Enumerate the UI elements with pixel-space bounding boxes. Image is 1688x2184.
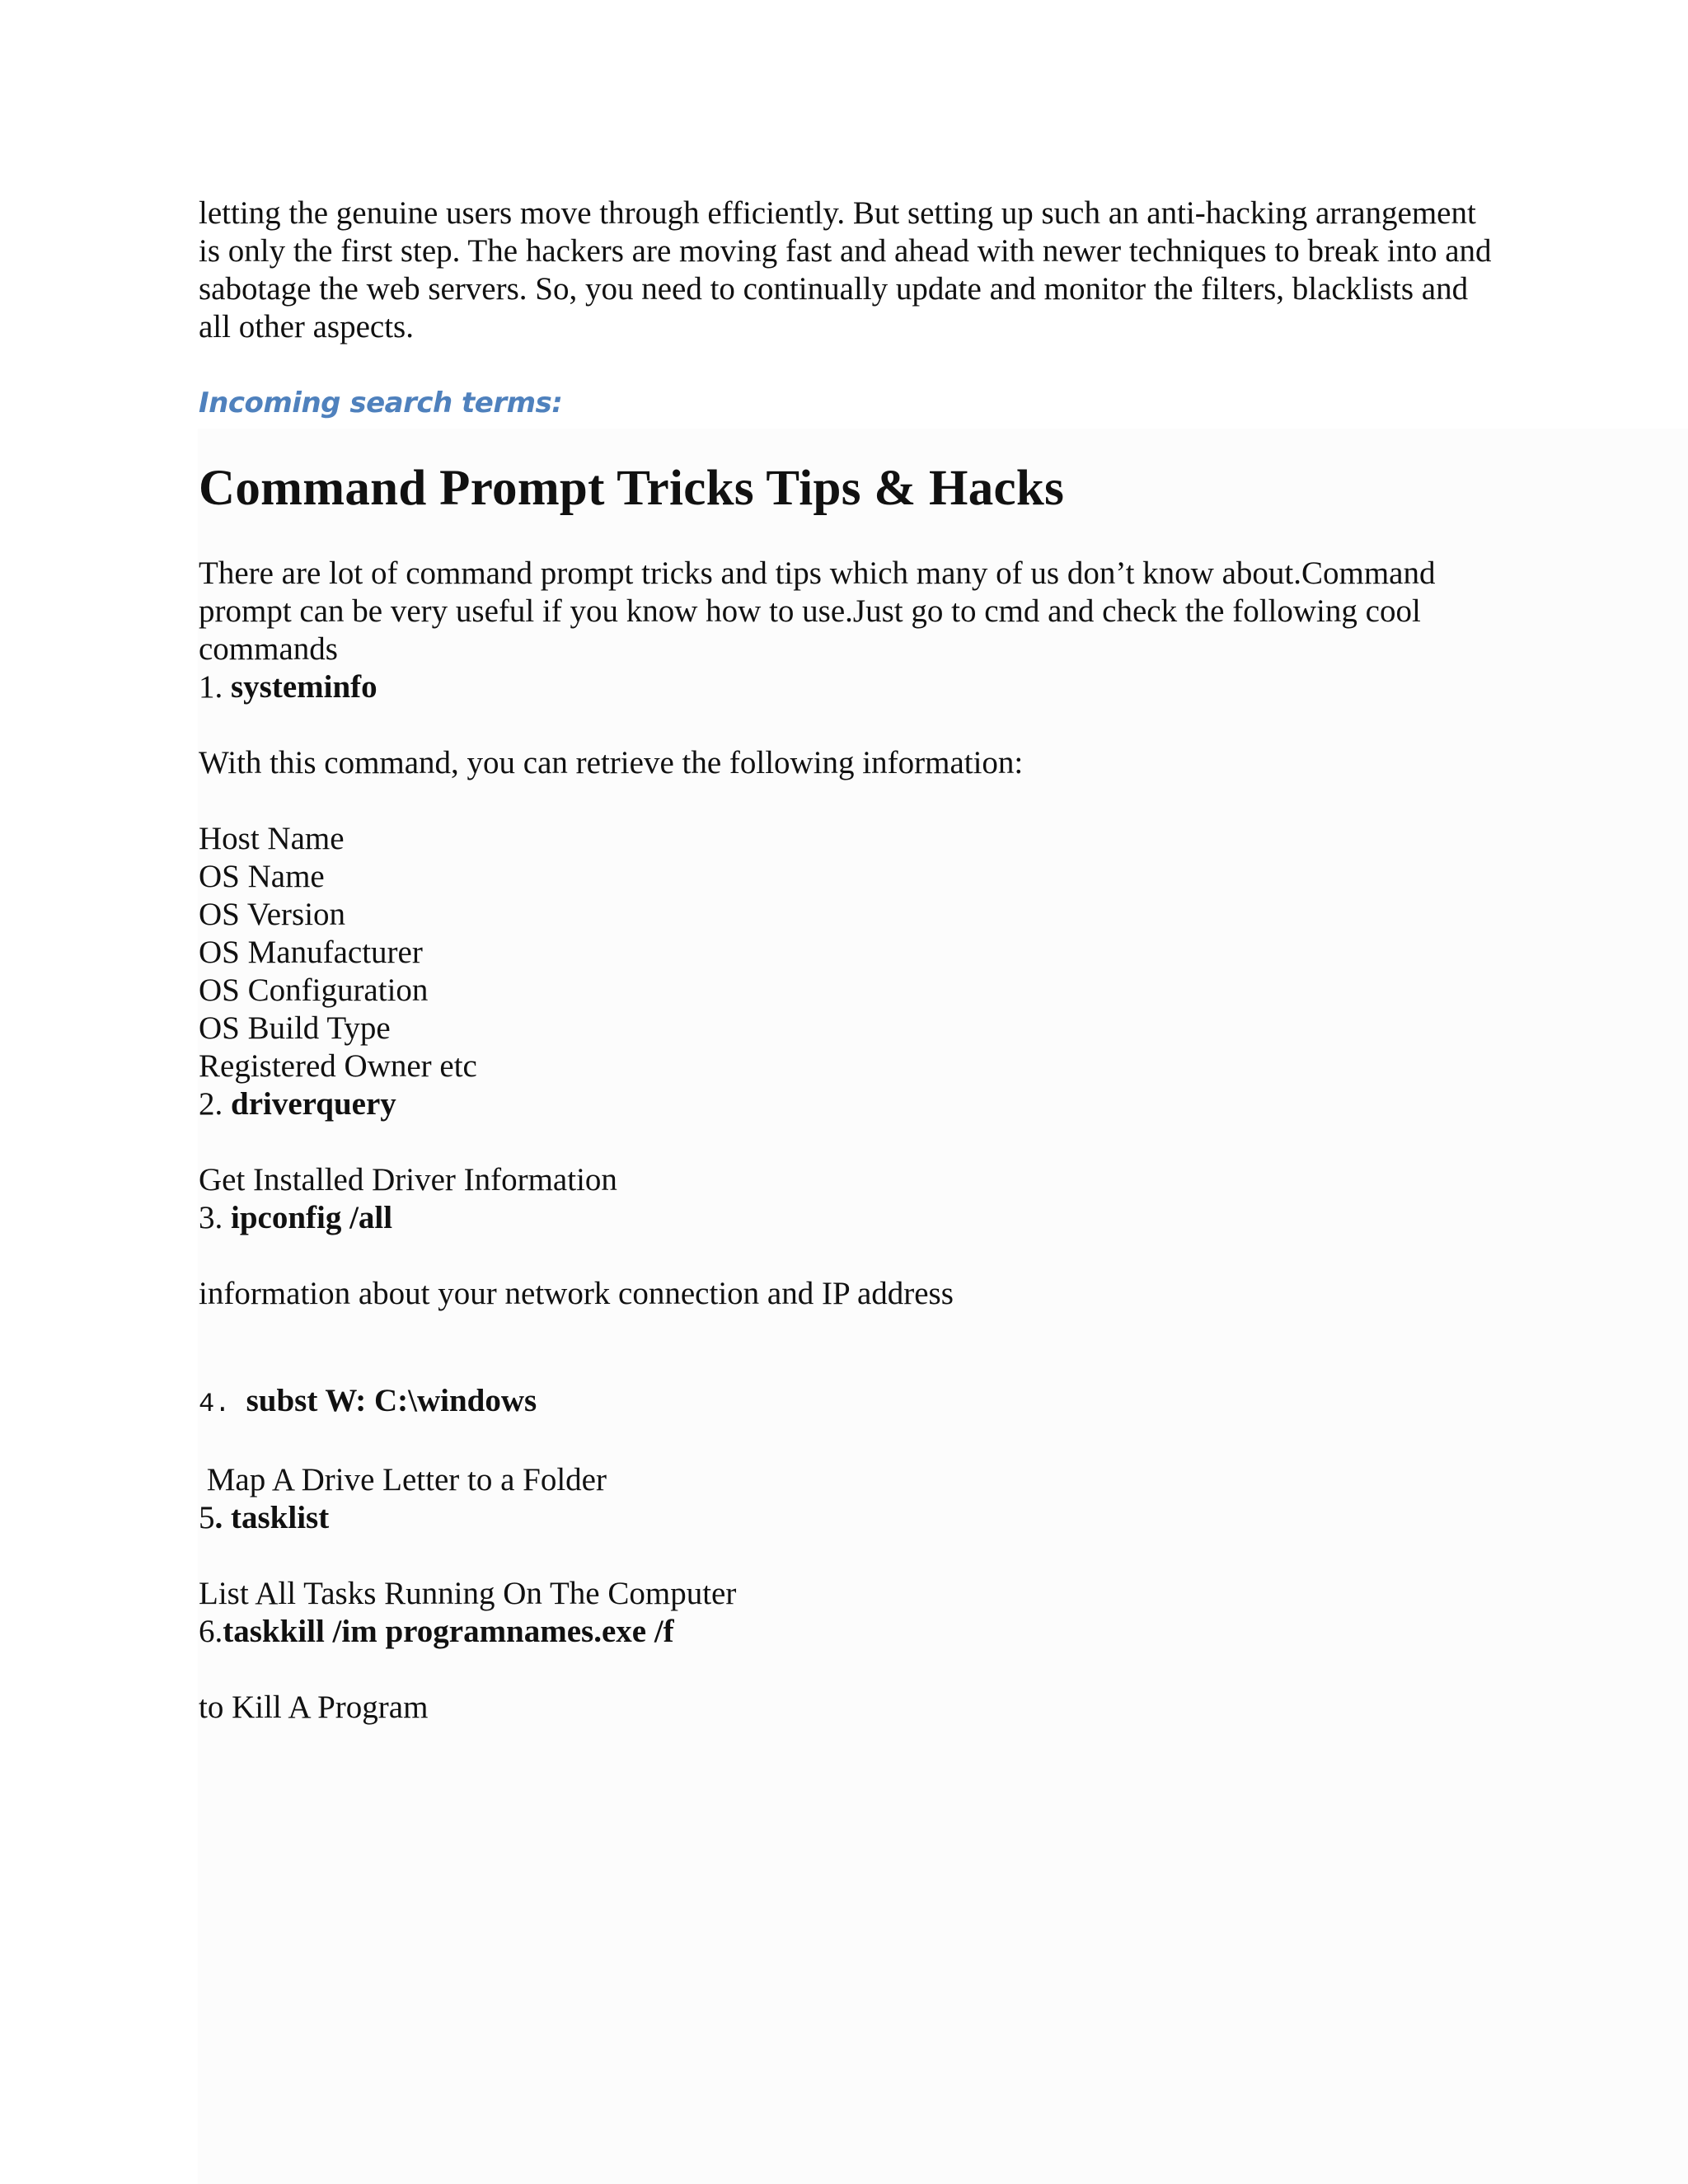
command-description-4: Map A Drive Letter to a Folder <box>199 1462 607 1497</box>
command-description-2: Get Installed Driver Information <box>199 1162 617 1197</box>
list-item: OS Configuration <box>199 972 429 1008</box>
system-info-list <box>199 820 1501 1085</box>
command-number: 3. <box>199 1200 231 1235</box>
command-description-6: to Kill A Program <box>199 1690 429 1725</box>
list-item: OS Version <box>199 897 346 932</box>
command-description-1: With this command, you can retrieve the following information: <box>199 745 1024 780</box>
page-content <box>199 194 1501 1727</box>
command-number: 6. <box>199 1614 223 1649</box>
command-item-4 <box>199 1382 1501 1423</box>
list-item: OS Manufacturer <box>199 935 423 970</box>
command-number: 4. <box>199 1389 246 1419</box>
search-terms-label: Incoming search terms: <box>199 387 563 419</box>
article-title: Command Prompt Tricks Tips & Hacks <box>199 461 1065 516</box>
list-item: OS Build Type <box>199 1010 391 1046</box>
command-item-1 <box>199 668 1501 706</box>
list-item: Registered Owner etc <box>199 1048 477 1084</box>
intro-paragraph: letting the genuine users move through efficiently. But setting up such an anti-hacking arrangement is only the first step. The hackers are moving fast and ahead with newer techniques to break into and sabotage the web servers. So, you need to continually update and monitor the filters, blacklists and all other aspects. <box>199 195 1492 344</box>
command-name: driverquery <box>231 1086 396 1122</box>
command-name: taskkill /im programnames.exe /f <box>223 1614 674 1649</box>
article-intro: There are lot of command prompt tricks and tips which many of us don’t know about.Command prompt can be very useful if you know how to use.Just go to cmd and check the following cool commands <box>199 555 1436 667</box>
command-description-5: List All Tasks Running On The Computer <box>199 1576 737 1611</box>
command-item-3 <box>199 1199 1501 1237</box>
command-item-6 <box>199 1613 1501 1651</box>
command-name: ipconfig /all <box>231 1200 393 1235</box>
command-number: 2. <box>199 1086 231 1122</box>
list-item: OS Name <box>199 859 325 894</box>
command-item-2 <box>199 1085 1501 1123</box>
command-item-5 <box>199 1499 1501 1537</box>
command-name: systeminfo <box>231 669 377 705</box>
command-number: 5 <box>199 1500 215 1535</box>
command-name: . tasklist <box>214 1500 330 1535</box>
command-description-3: information about your network connection and IP address <box>199 1276 954 1311</box>
list-item: Host Name <box>199 821 345 856</box>
command-name: subst W: C:\windows <box>246 1383 537 1418</box>
command-number: 1. <box>199 669 231 705</box>
